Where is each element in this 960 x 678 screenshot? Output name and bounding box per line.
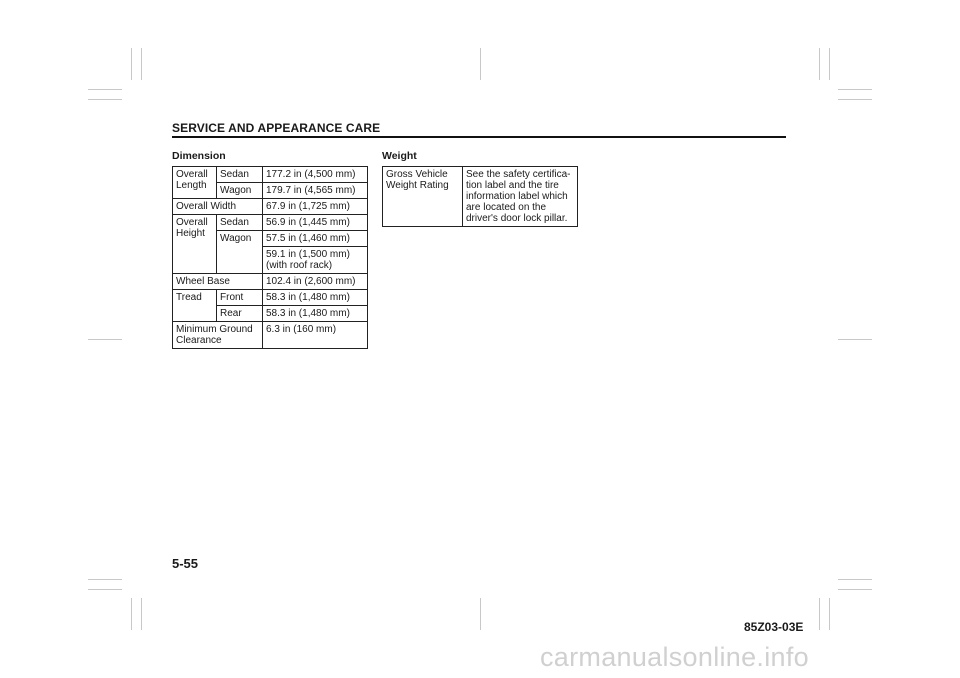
section-header: SERVICE AND APPEARANCE CARE (172, 121, 381, 135)
dimension-title: Dimension (172, 150, 226, 162)
crop-mark (838, 99, 872, 100)
document-code: 85Z03-03E (744, 620, 804, 634)
crop-mark (141, 598, 142, 630)
spec-value: 58.3 in (1,480 mm) (263, 290, 368, 306)
tread-label-continued (173, 306, 217, 322)
crop-mark (141, 48, 142, 80)
crop-mark (88, 99, 122, 100)
spec-value: 6.3 in (160 mm) (263, 322, 368, 349)
crop-mark (829, 598, 830, 630)
crop-mark (88, 339, 122, 340)
crop-mark (131, 48, 132, 80)
spec-value: 179.7 in (4,565 mm) (263, 183, 368, 199)
variant-label: Wagon (217, 183, 263, 199)
crop-mark (829, 48, 830, 80)
wheel-base-label: Wheel Base (173, 274, 263, 290)
watermark: carmanualsonline.info (540, 642, 809, 672)
weight-table (382, 166, 578, 227)
crop-mark (838, 89, 872, 90)
table-row (173, 215, 368, 231)
table-row (173, 167, 368, 183)
gvwr-label: Gross Vehicle Weight Rating (383, 167, 463, 227)
spec-value: 177.2 in (4,500 mm) (263, 167, 368, 183)
crop-mark (819, 598, 820, 630)
crop-mark (88, 89, 122, 90)
overall-height-label: Overall Height (173, 215, 217, 274)
variant-label: Sedan (217, 167, 263, 183)
crop-mark (838, 579, 872, 580)
tread-label: Tread (173, 290, 217, 306)
crop-mark (838, 589, 872, 590)
spec-value: 59.1 in (1,500 mm) (with roof rack) (263, 247, 368, 274)
table-row (173, 199, 368, 215)
gvwr-value: See the safety certifica-tion label and the tire information label which are located on the driver's door lock pillar. (463, 167, 578, 227)
overall-length-label: Overall Length (173, 167, 217, 199)
variant-label: Sedan (217, 215, 263, 231)
crop-mark (819, 48, 820, 80)
spec-value: 57.5 in (1,460 mm) (263, 231, 368, 247)
ground-clearance-label: Minimum Ground Clearance (173, 322, 263, 349)
variant-label: Rear (217, 306, 263, 322)
spec-value: 67.9 in (1,725 mm) (263, 199, 368, 215)
table-row (173, 274, 368, 290)
table-row (173, 306, 368, 322)
table-row (173, 290, 368, 306)
variant-label: Wagon (217, 231, 263, 274)
crop-mark (480, 598, 481, 630)
overall-width-label: Overall Width (173, 199, 263, 215)
spec-value: 102.4 in (2,600 mm) (263, 274, 368, 290)
table-row (173, 322, 368, 349)
header-divider (172, 136, 786, 138)
weight-title: Weight (382, 150, 417, 162)
variant-label: Front (217, 290, 263, 306)
page-number: 5-55 (172, 556, 199, 571)
table-row (383, 167, 578, 227)
crop-mark (88, 579, 122, 580)
crop-mark (131, 598, 132, 630)
spec-value: 56.9 in (1,445 mm) (263, 215, 368, 231)
spec-value: 58.3 in (1,480 mm) (263, 306, 368, 322)
crop-mark (838, 339, 872, 340)
crop-mark (88, 589, 122, 590)
crop-mark (480, 48, 481, 80)
dimension-table (172, 166, 368, 349)
